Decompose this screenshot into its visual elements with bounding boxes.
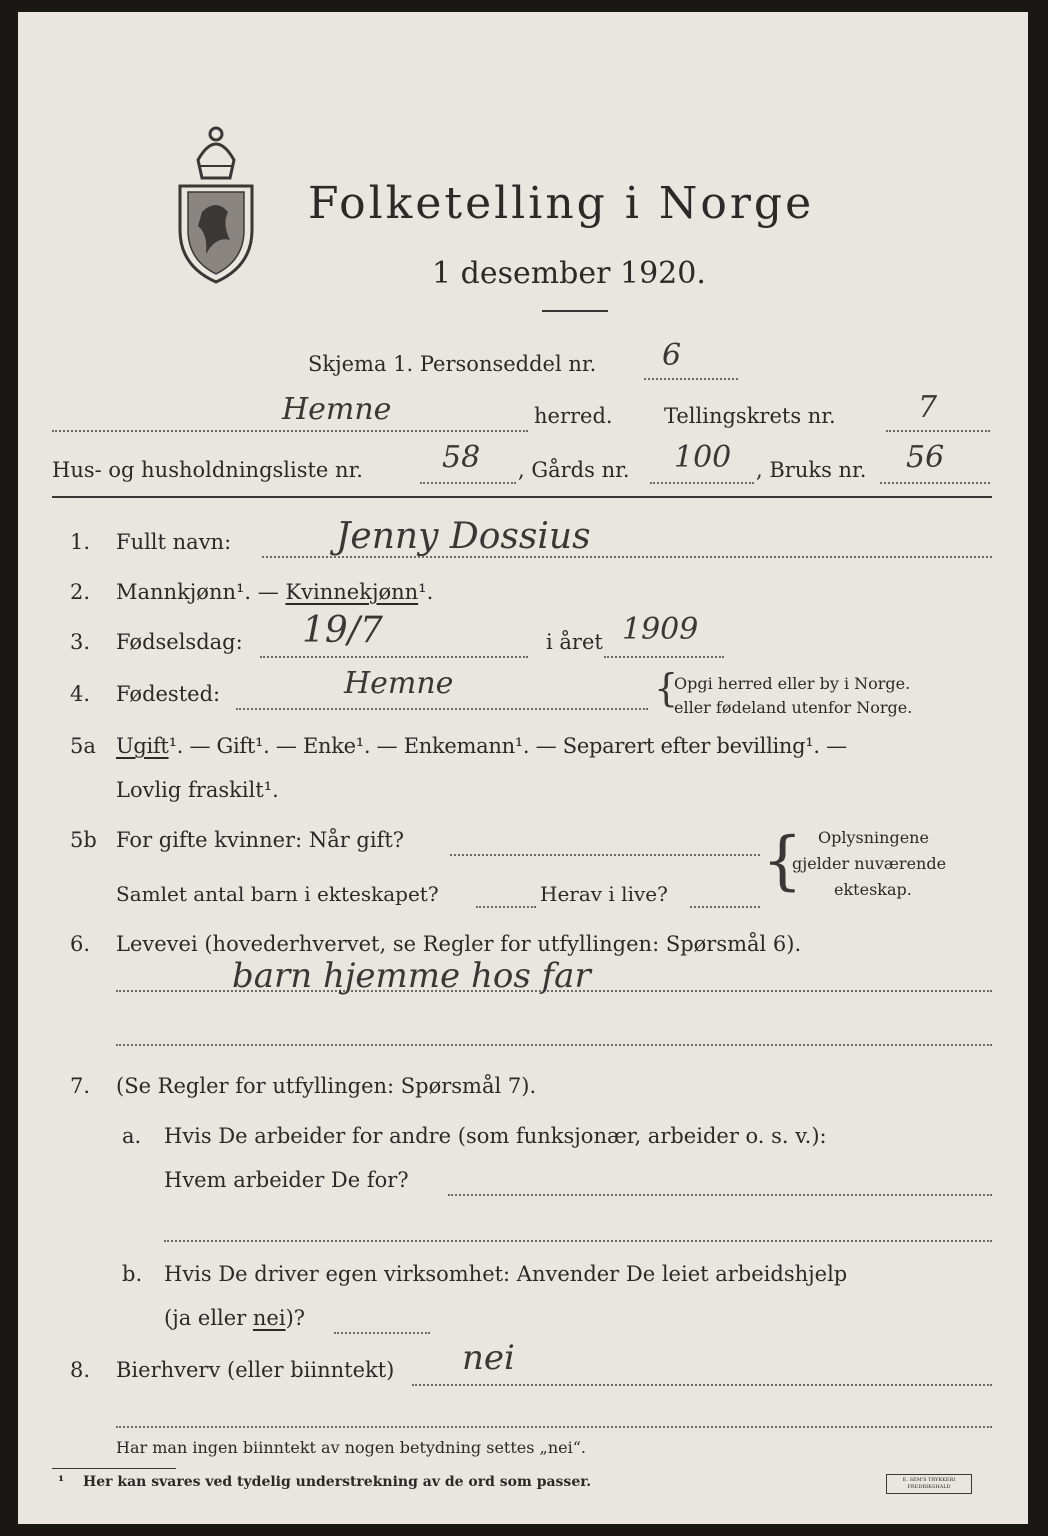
q2-options	[116, 580, 433, 604]
q5a-options	[116, 734, 847, 758]
q3-year: 1909	[622, 612, 699, 647]
q7a-line-1	[448, 1194, 992, 1196]
q5b-brace: {	[762, 824, 803, 898]
q2-separator: —	[251, 580, 286, 604]
q6-line-2	[116, 1044, 992, 1046]
q2-number: 2.	[70, 580, 91, 604]
q5b-note-2: gjelder nuværende	[792, 854, 947, 873]
q4-brace: {	[654, 666, 679, 710]
q5b-children-line	[476, 906, 536, 908]
q7b-question	[164, 1306, 305, 1330]
q7a-text: Hvis De arbeider for andre (som funksjonær, arbeider o. s. v.):	[164, 1124, 827, 1148]
q8-secondary-income: nei	[462, 1338, 515, 1378]
q4-birthplace: Hemne	[344, 666, 454, 701]
q3-line	[260, 656, 528, 658]
title-divider	[542, 310, 608, 312]
q2-female-sup: ¹.	[418, 580, 434, 604]
q7-number: 7.	[70, 1074, 91, 1098]
q4-number: 4.	[70, 682, 91, 706]
q5b-note-3: ekteskap.	[834, 880, 912, 899]
q5b-alive-line	[690, 906, 760, 908]
bruks-nr: 56	[906, 440, 945, 475]
q5b-note-1: Oplysningene	[818, 828, 929, 847]
gards-label: , Gårds nr.	[518, 458, 630, 482]
q1-label: Fullt navn:	[116, 530, 232, 554]
q5a-ugift-underlined: Ugift	[116, 734, 169, 758]
coat-of-arms-icon	[168, 120, 264, 286]
q7b-line	[334, 1332, 430, 1334]
q3-birthday: 19/7	[302, 610, 383, 651]
q5b-label: For gifte kvinner: Når gift?	[116, 828, 405, 852]
printer-stamp-text: E. SEM'S TRYKKERI FREDRIKSHALD	[902, 1477, 956, 1490]
page-title: Folketelling i Norge	[308, 178, 815, 229]
q2-female-underlined: Kvinnekjønn	[285, 580, 419, 604]
q7a-line-2	[164, 1240, 992, 1242]
bruks-label: , Bruks nr.	[756, 458, 867, 482]
q7a-question: Hvem arbeider De for?	[164, 1168, 409, 1192]
q7b-nei-underlined: nei	[252, 1306, 286, 1330]
q1-number: 1.	[70, 530, 91, 554]
q6-number: 6.	[70, 932, 91, 956]
q8-label: Bierhverv (eller biinntekt)	[116, 1358, 395, 1382]
q5b-children-label: Samlet antal barn i ekteskapet?	[116, 882, 439, 906]
herred-label: herred.	[534, 404, 613, 428]
q8-line-2	[116, 1426, 992, 1428]
census-date: 1 desember 1920.	[432, 256, 706, 291]
q5b-married-line	[450, 854, 760, 856]
q5a-number: 5a	[70, 734, 96, 758]
q3-number: 3.	[70, 630, 91, 654]
printer-stamp	[886, 1474, 972, 1494]
q7a-letter: a.	[122, 1124, 142, 1148]
tellingskrets-line	[886, 430, 990, 432]
q7b-q-end: )?	[285, 1306, 306, 1330]
hus-nr: 58	[442, 440, 481, 475]
q4-label: Fødested:	[116, 682, 221, 706]
q4-note-1: Opgi herred eller by i Norge.	[674, 674, 911, 693]
schema-label: Skjema 1. Personseddel nr.	[308, 352, 597, 376]
q5a-line-2: Lovlig fraskilt¹.	[116, 778, 279, 802]
footnote-rule	[52, 1468, 176, 1469]
q3-label: Fødselsdag:	[116, 630, 243, 654]
q5a-other-options: ¹. — Gift¹. — Enke¹. — Enkemann¹. — Separert efter bevilling¹. —	[168, 734, 847, 758]
q4-note-2: eller fødeland utenfor Norge.	[674, 698, 913, 717]
tellingskrets-nr: 7	[918, 390, 938, 425]
q1-full-name: Jenny Dossius	[336, 516, 591, 557]
hus-line	[420, 482, 516, 484]
herred-line	[52, 430, 528, 432]
q3-year-label: i året	[546, 630, 603, 654]
q5b-alive-label: Herav i live?	[540, 882, 668, 906]
q8-number: 8.	[70, 1358, 91, 1382]
footnote-mark: ¹	[58, 1474, 65, 1490]
gards-nr: 100	[674, 440, 732, 475]
q7-label: (Se Regler for utfyllingen: Spørsmål 7).	[116, 1074, 537, 1098]
herred-value: Hemne	[282, 392, 392, 427]
census-form	[18, 12, 1028, 1524]
personseddel-line	[644, 378, 738, 380]
q7b-q-start: (ja eller	[164, 1306, 253, 1330]
q4-line	[236, 708, 648, 710]
footnote	[58, 1474, 591, 1490]
q6-occupation: barn hjemme hos far	[232, 956, 591, 996]
q2-male: Mannkjønn¹.	[116, 580, 252, 604]
q5b-number: 5b	[70, 828, 97, 852]
q6-label: Levevei (hovederhvervet, se Regler for utfyllingen: Spørsmål 6).	[116, 932, 802, 956]
q8-line-1	[412, 1384, 992, 1386]
hus-label: Hus- og husholdningsliste nr.	[52, 458, 363, 482]
gards-line	[650, 482, 754, 484]
footnote-text: Her kan svares ved tydelig understrekning av de ord som passer.	[83, 1474, 592, 1490]
q3-year-line	[604, 656, 724, 658]
footer-note: Har man ingen biinntekt av nogen betydning settes „nei“.	[116, 1438, 586, 1457]
q7b-letter: b.	[122, 1262, 143, 1286]
header-rule	[52, 496, 992, 498]
q7b-text: Hvis De driver egen virksomhet: Anvender De leiet arbeidshjelp	[164, 1262, 848, 1286]
personseddel-nr: 6	[662, 338, 682, 373]
tellingskrets-label: Tellingskrets nr.	[664, 404, 836, 428]
bruks-line	[880, 482, 990, 484]
